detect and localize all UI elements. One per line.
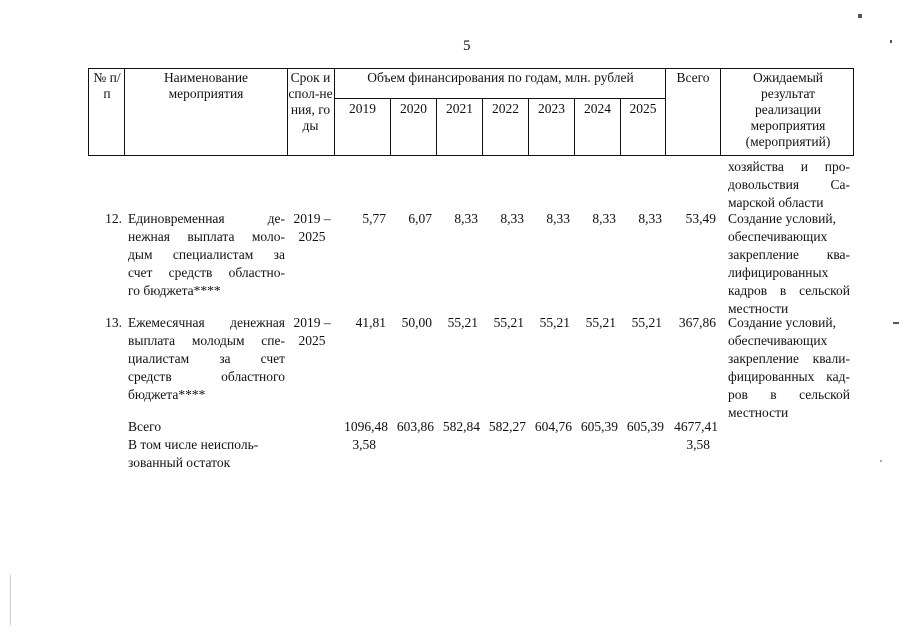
summary-2019: 1096,48 [344,419,388,434]
header-year: 2021 [446,101,473,116]
row-number: 13. [105,315,122,330]
scan-speck [893,322,899,324]
row-term: 2019 – 2025 [293,211,331,244]
row-name: Ежемесячная денежная выплата молодым спе- циалистам за счет средств областного бюджета**** [128,315,285,402]
value-2024: 8,33 [592,211,616,226]
value-2025: 55,21 [631,315,662,330]
scan-speck [858,14,862,18]
value-total: 53,49 [685,211,716,226]
value-2019: 41,81 [355,315,386,330]
header-year: 2020 [400,101,427,116]
summary-total: 4677,41 [674,419,718,434]
summary-2021: 582,84 [442,419,480,434]
summary-2019-remainder: 3,58 [352,437,376,452]
row-number: 12. [105,211,122,226]
summary-2022: 582,27 [488,419,526,434]
header-term: Срок испол-нения, годы [288,70,333,133]
header-year: 2019 [349,101,376,116]
row-name: Единовременная де- нежная выплата моло- дым специалистам за счет средств областно- го бюджета**** [128,211,285,298]
value-2021: 55,21 [447,315,478,330]
summary-2023: 604,76 [534,419,572,434]
summary-2024: 605,39 [580,419,618,434]
value-2023: 8,33 [546,211,570,226]
value-2025: 8,33 [638,211,662,226]
value-2022: 55,21 [493,315,524,330]
result-continuation: хозяйства и про- довольствия Са- марской области [728,159,850,210]
summary-total-remainder: 3,58 [686,437,710,452]
header-year: 2023 [538,101,565,116]
header-year: 2025 [629,101,657,116]
value-2021: 8,33 [454,211,478,226]
value-2022: 8,33 [500,211,524,226]
value-total: 367,86 [678,315,716,330]
header-result: Ожидаемый результат реализации мероприятия (мероприятий) [745,70,831,149]
header-total: Всего [676,70,710,85]
scan-speck [880,460,882,462]
scan-speck [890,40,892,43]
value-2020: 50,00 [401,315,432,330]
value-2019: 5,77 [362,211,386,226]
header-number: № п/п [93,70,121,101]
page-number: 5 [463,38,471,54]
summary-label: Всего В том числе неисполь- зованный остаток [128,419,259,470]
value-2020: 6,07 [408,211,432,226]
row-term: 2019 – 2025 [293,315,331,348]
summary-2020: 603,86 [396,419,434,434]
header-year: 2022 [492,101,519,116]
value-2024: 55,21 [585,315,616,330]
row-result: Создание условий, обеспечивающих закрепление квали- фицированных кад- ров в сельской местности [728,315,850,420]
header-name: Наименование мероприятия [163,70,249,101]
row-result: Создание условий, обеспечивающих закрепление ква- лифицированных кадров в сельской местности [728,211,850,316]
value-2023: 55,21 [539,315,570,330]
header-funding: Объем финансирования по годам, млн. рублей [367,70,634,85]
scan-speck [10,575,11,625]
header-year: 2024 [584,101,611,116]
summary-2025: 605,39 [626,419,664,434]
